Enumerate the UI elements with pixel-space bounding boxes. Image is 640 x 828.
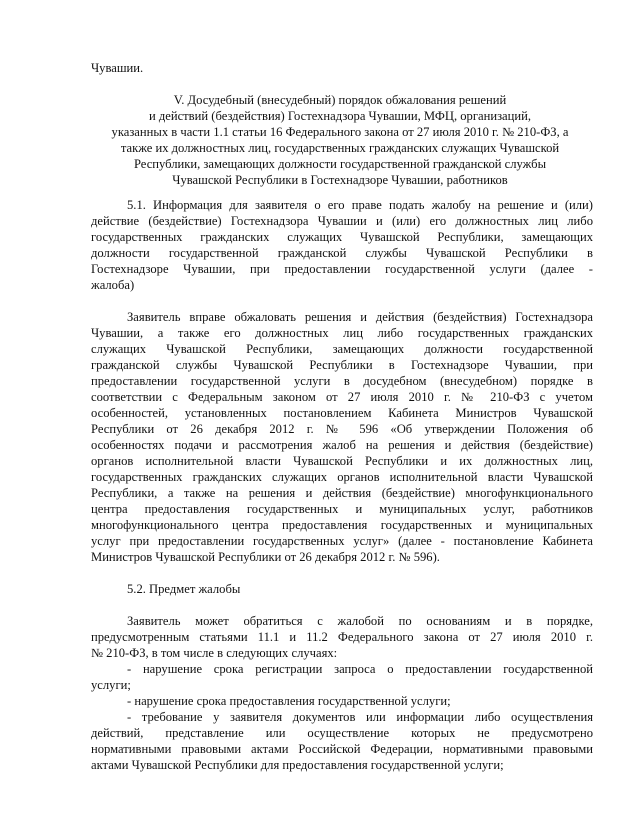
- paragraph-line: Республики от 26 декабря 2012 г. № 596 «Об утверждении Положения об: [91, 422, 593, 436]
- paragraph-line: особенностей, установленных постановлением Кабинета Министров Чувашской: [91, 406, 593, 420]
- paragraph-line: Заявитель вправе обжаловать решения и действия (бездействия) Гостехнадзора: [127, 310, 593, 324]
- continuation-line: Чувашии.: [91, 61, 144, 75]
- paragraph-line: многофункционального центра предоставления государственных и муниципальных: [91, 518, 593, 532]
- paragraph-line: государственных гражданских служащих Чувашской Республики, замещающих: [91, 230, 593, 244]
- paragraph-line: особенностях подачи и рассмотрения жалоб на решения и действия (бездействие): [91, 438, 593, 452]
- paragraph-line: центра предоставления государственных и муниципальных услуг, работников: [91, 502, 593, 516]
- paragraph-line: Заявитель может обратиться с жалобой по основаниям и в порядке,: [127, 614, 593, 628]
- list-item-line: действий, представление или осуществление которых не предусмотрено: [91, 726, 593, 740]
- section-heading-line: указанных в части 1.1 статьи 16 Федерального закона от 27 июля 2010 г. № 210-ФЗ, а: [111, 125, 569, 139]
- section-heading-line: V. Досудебный (внесудебный) порядок обжалования решений: [173, 93, 507, 107]
- list-item-line: услуги;: [91, 678, 131, 692]
- paragraph-line: Республики, а также на решения и действия (бездействие) многофункционального: [91, 486, 593, 500]
- paragraph-line: жалоба): [91, 278, 135, 292]
- paragraph-line: предусмотренным статьями 11.1 и 11.2 Федерального закона от 27 июля 2010 г.: [91, 630, 593, 644]
- list-item-line: - нарушение срока регистрации запроса о предоставлении государственной: [127, 662, 593, 676]
- section-heading-line: также их должностных лиц, государственных гражданских служащих Чувашской: [120, 141, 560, 155]
- paragraph-line: предоставлении государственной услуги в досудебном (внесудебном) порядке в: [91, 374, 593, 388]
- paragraph-line: государственных гражданских служащих органов исполнительной власти Чувашской: [91, 470, 593, 484]
- section-heading-line: и действий (бездействия) Гостехнадзора Чувашии, МФЦ, организаций,: [148, 109, 532, 123]
- section-heading-line: Республики, замещающих должности государственной гражданской службы: [133, 157, 547, 171]
- paragraph-line: № 210-ФЗ, в том числе в следующих случаях:: [91, 646, 338, 660]
- paragraph-line: органов исполнительной власти Чувашской Республики и их должностных лиц,: [91, 454, 593, 468]
- paragraph-line: должности государственной гражданской службы Чувашской Республики в: [91, 246, 593, 260]
- paragraph-line: служащих Чувашской Республики, замещающих должности государственной: [91, 342, 593, 356]
- list-item-line: - требование у заявителя документов или информации либо осуществления: [127, 710, 593, 724]
- paragraph-line: услуг при предоставлении государственных услуг» (далее - постановление Кабинета: [91, 534, 593, 548]
- paragraph-line: соответствии с Федеральным законом от 27 июля 2010 г. № 210-ФЗ с учетом: [91, 390, 593, 404]
- subsection-heading: 5.2. Предмет жалобы: [127, 582, 241, 596]
- paragraph-line: гражданской службы Чувашской Республики в Гостехнадзоре Чувашии, при: [91, 358, 593, 372]
- section-heading-line: Чувашской Республики в Гостехнадзоре Чувашии, работников: [172, 173, 508, 187]
- paragraph-line: 5.1. Информация для заявителя о его праве подать жалобу на решение и (или): [127, 198, 593, 212]
- paragraph-line: Чувашии, а также его должностных лиц либо государственных гражданских: [91, 326, 593, 340]
- list-item-line: актами Чувашской Республики для предоставления государственной услуги;: [91, 758, 504, 772]
- list-item-line: нормативными правовыми актами Российской Федерации, нормативными правовыми: [91, 742, 593, 756]
- paragraph-line: Министров Чувашской Республики от 26 декабря 2012 г. № 596).: [91, 550, 440, 564]
- list-item-line: - нарушение срока предоставления государственной услуги;: [127, 694, 451, 708]
- paragraph-line: действие (бездействие) Гостехнадзора Чувашии и (или) его должностных лиц либо: [91, 214, 593, 228]
- paragraph-line: Гостехнадзоре Чувашии, при предоставлении государственной услуги (далее -: [91, 262, 593, 276]
